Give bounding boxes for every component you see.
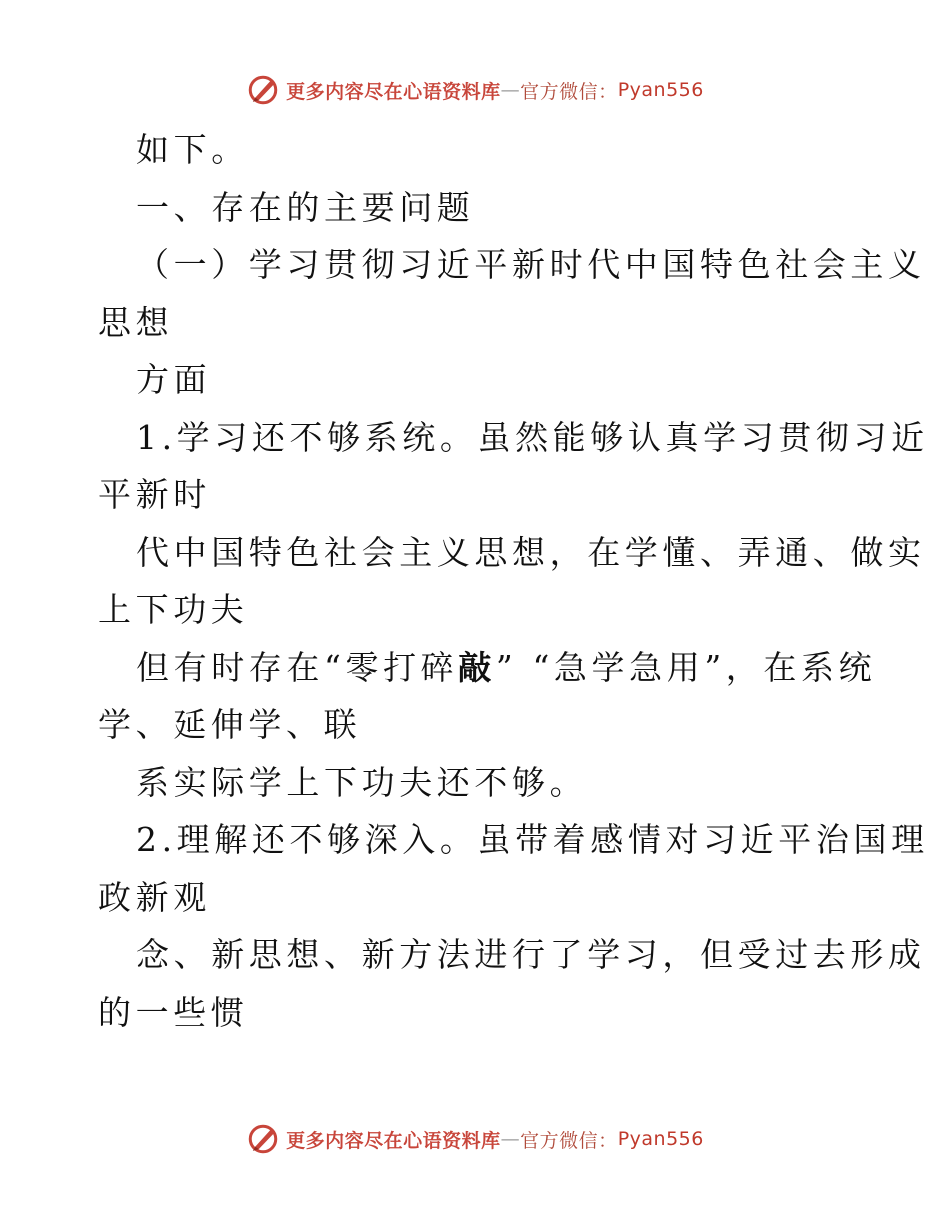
pen-logo-icon bbox=[246, 73, 280, 107]
text-line: 系实际学上下功夫还不够。 bbox=[136, 762, 588, 802]
watermark-dash: — bbox=[500, 79, 521, 101]
text-line: 代中国特色社会主义思想，在学懂、弄通、做实 bbox=[136, 532, 926, 572]
watermark-main-text: 更多内容尽在心语资料库 bbox=[286, 80, 501, 103]
watermark-wechat-id: Pyan556 bbox=[617, 79, 704, 101]
text-line: 平新时 bbox=[98, 475, 211, 514]
text-segment: ” “急学急用”，在系统 bbox=[495, 647, 877, 687]
subsection-heading: （一）学习贯彻习近平新时代中国特色社会主义 bbox=[136, 245, 926, 284]
document-body bbox=[98, 121, 929, 1041]
header-watermark bbox=[0, 70, 950, 110]
watermark-dash: — bbox=[500, 1128, 521, 1150]
text-line: 学、延伸学、联 bbox=[98, 705, 362, 744]
watermark-wechat-id: Pyan556 bbox=[617, 1128, 704, 1150]
text-line: 方面 bbox=[136, 360, 212, 399]
text-line: 1.学习还不够系统。虽然能够认真学习贯彻习近 bbox=[136, 417, 929, 457]
text-line: 上下功夫 bbox=[98, 590, 249, 629]
text-segment: 但有时存在“零打碎 bbox=[136, 647, 459, 687]
text-line: 的一些惯 bbox=[98, 992, 249, 1032]
text-line: 2.理解还不够深入。虽带着感情对习近平治国理 bbox=[136, 820, 929, 859]
watermark-wechat-label: 官方微信： bbox=[520, 80, 618, 103]
footer-watermark bbox=[0, 1119, 950, 1159]
pen-logo-icon bbox=[246, 1122, 280, 1156]
text-line bbox=[98, 639, 877, 697]
text-line: 如下。 bbox=[136, 130, 249, 169]
text-line: 念、新思想、新方法进行了学习，但受过去形成 bbox=[136, 935, 926, 974]
text-line: 政新观 bbox=[98, 877, 211, 917]
watermark-main-text: 更多内容尽在心语资料库 bbox=[286, 1129, 501, 1152]
bold-character: 敲 bbox=[458, 647, 496, 687]
watermark-wechat-label: 官方微信： bbox=[520, 1129, 618, 1152]
text-line: 思想 bbox=[98, 302, 174, 342]
section-heading: 一、存在的主要问题 bbox=[136, 187, 475, 227]
